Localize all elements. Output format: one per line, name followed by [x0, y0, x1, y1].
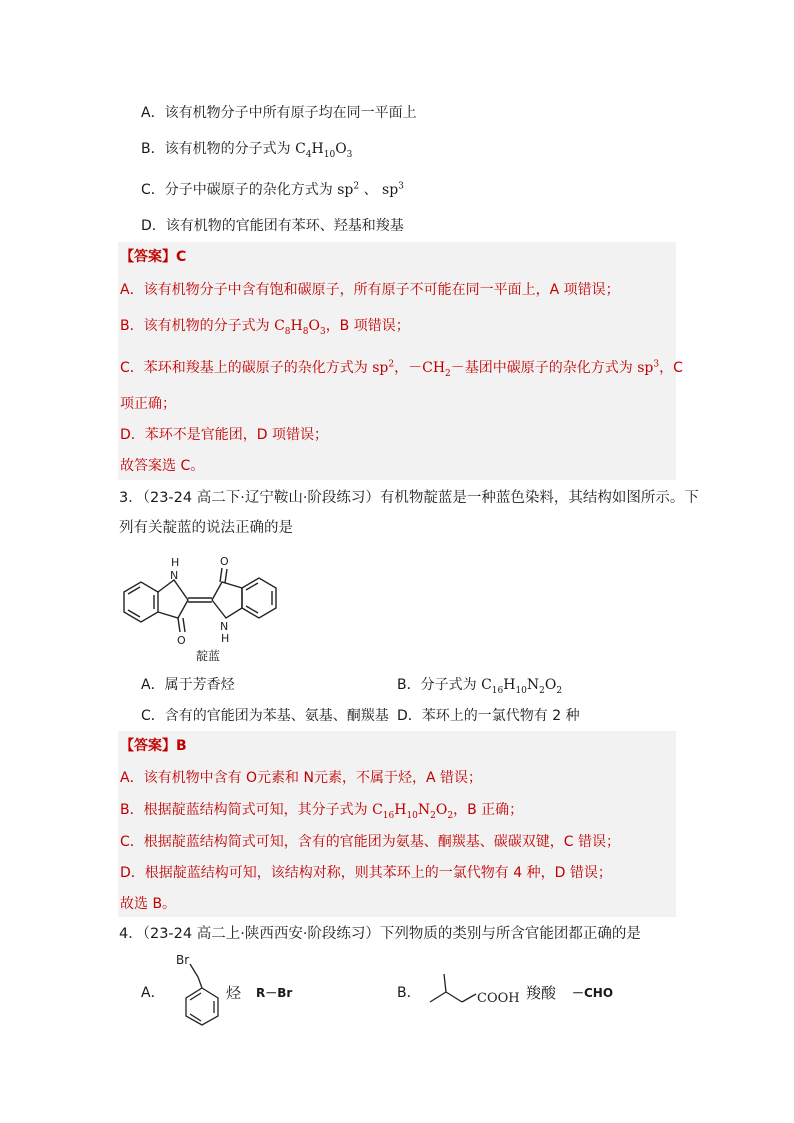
q2-detail-c-tail: ，C	[659, 360, 683, 376]
q3-stem-line1: 3．（23-24 高二下·辽宁鞍山·阶段练习）有机物靛蓝是一种蓝色染料，其结构如图所示。下	[119, 490, 699, 506]
q4-stem: 4．（23-24 高二上·陕西西安·阶段练习）下列物质的类别与所含官能团都正确的是	[119, 926, 641, 942]
q4-option-a-class: 烃	[226, 984, 242, 1002]
q2-detail-c-sp3: $sp^3$	[637, 359, 660, 376]
indigo-caption: 靛蓝	[196, 649, 221, 663]
q3-stem-line2: 列有关靛蓝的说法正确的是	[119, 520, 293, 536]
q2-detail-b	[120, 316, 410, 336]
q3-detail-b-text: B．根据靛蓝结构简式可知，其分子式为	[120, 802, 373, 818]
q3-detail-b	[120, 800, 523, 820]
indigo-n-bottom: N	[220, 620, 229, 633]
q3-option-d: D．苯环上的一氯代物有 2 种	[397, 708, 580, 724]
q2-detail-c-text: C．苯环和羧基上的碳原子的杂化方式为	[120, 360, 373, 376]
right-five-ring	[212, 582, 242, 618]
left-five-ring	[158, 580, 188, 618]
q3-detail-c: C．根据靛蓝结构简式可知，含有的官能团为氨基、酮羰基、碳碳双键，C 错误；	[120, 834, 620, 850]
indigo-h-top: H	[171, 556, 180, 569]
q2-option-b-text: B．该有机物的分子式为	[141, 141, 296, 157]
q2-detail-c-cont: 项正确；	[120, 396, 176, 412]
q2-option-b-formula: $C_4H_{10}O_3$	[295, 141, 353, 160]
q2-detail-c-sp2: $sp^2$	[372, 359, 395, 376]
q2-detail-b-text: B．该有机物的分子式为	[120, 318, 275, 334]
q3-option-a: A．属于芳香烃	[141, 677, 235, 693]
q4-option-b-label: B．	[397, 985, 421, 1001]
q4-option-b-class: 羧酸	[526, 984, 557, 1002]
isovaleric-acid-structure	[424, 968, 524, 1008]
q3-detail-b-tail: ，B 正确；	[453, 802, 524, 818]
q2-answer: 【答案】C	[120, 249, 187, 265]
q2-option-a: A．该有机物分子中所有原子均在同一平面上	[141, 105, 417, 121]
indigo-structure-figure	[112, 550, 297, 668]
q2-option-c-formula: $sp^2$ 、 $sp^3$	[337, 181, 404, 198]
q3-answer-block	[118, 731, 676, 917]
q2-detail-b-tail: ，B 项错误；	[325, 318, 410, 334]
q2-detail-d: D．苯环不是官能团，D 项错误；	[120, 427, 329, 443]
q2-option-b	[141, 139, 352, 159]
right-benzene-ring	[242, 578, 276, 618]
q4a-br-label: Br	[176, 953, 190, 967]
q3-option-c: C．含有的官能团为苯基、氨基、酮羰基	[141, 708, 389, 724]
q2-conclusion: 故答案选 C。	[120, 458, 205, 474]
left-benzene-ring	[124, 582, 158, 622]
q2-detail-c-mid: ，	[394, 360, 409, 376]
q2-detail-c-post: 基团中碳原子的杂化方式为	[464, 360, 638, 376]
q3-detail-d: D．根据靛蓝结构可知，该结构对称，则其苯环上的一氯代物有 4 种，D 错误；	[120, 865, 612, 881]
q4-option-a-label: A．	[141, 985, 165, 1001]
q2-option-c-text: C．分子中碳原子的杂化方式为	[141, 182, 338, 198]
indigo-o-top: O	[220, 555, 229, 568]
q2-option-c	[141, 180, 404, 200]
q3-detail-a: A．该有机物中含有 O元素和 N元素，不属于烃，A 错误；	[120, 770, 482, 786]
q3-detail-b-formula: $C_{16}H_{10}N_2O_2$	[372, 802, 454, 821]
q3-option-b-text: B．分子式为	[397, 677, 482, 693]
q2-detail-a: A．该有机物分子中含有饱和碳原子，所有原子不可能在同一平面上，A 项错误；	[120, 282, 620, 298]
indigo-o-bottom: O	[177, 634, 186, 647]
q2-detail-c	[120, 358, 683, 378]
q4b-cooh-label: COOH	[477, 991, 520, 1006]
q3-option-b-formula: $C_{16}H_{10}N_2O_2$	[481, 677, 563, 696]
q3-answer: 【答案】B	[120, 738, 187, 754]
q2-detail-b-formula: $C_8H_8O_3$	[274, 318, 326, 337]
indigo-n-top: N	[170, 569, 179, 582]
q4-option-a-group: R－Br	[256, 986, 293, 1000]
q2-detail-c-ch2: $-CH_2-$	[408, 360, 465, 379]
q4-option-b-group: －CHO	[572, 986, 614, 1000]
indigo-h-bottom: H	[221, 632, 230, 645]
q4a-benzene-ring	[186, 988, 218, 1025]
q2-option-d: D．该有机物的官能团有苯环、羟基和羧基	[141, 218, 404, 234]
benzyl-bromide-structure	[172, 952, 232, 1028]
q3-conclusion: 故选 B。	[120, 896, 177, 912]
q3-option-b	[397, 675, 562, 695]
